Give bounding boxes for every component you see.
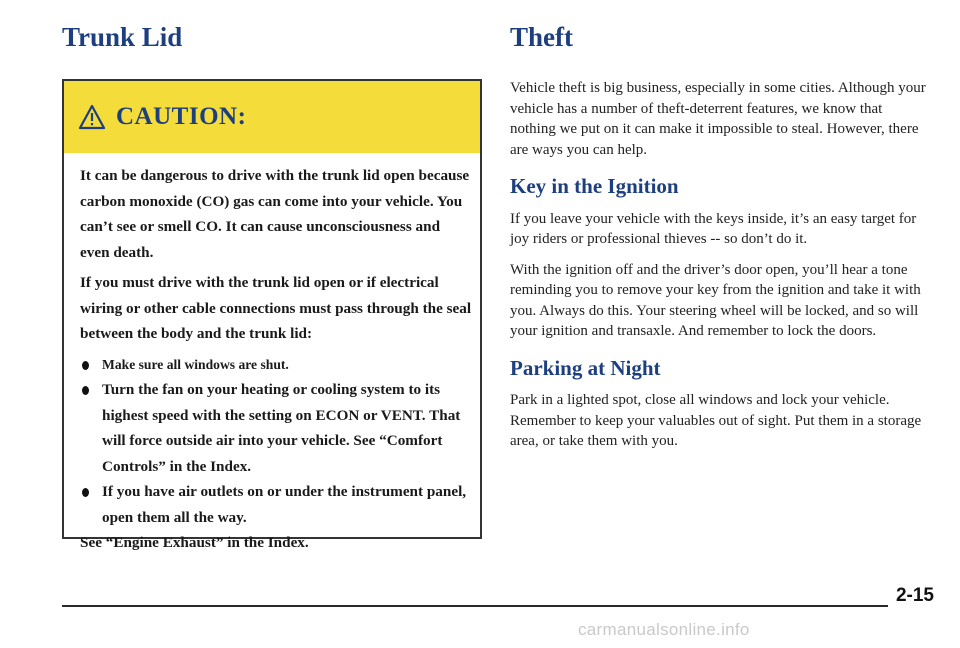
bullet-text: If you have air outlets on or under the instrument panel, open them all the way. bbox=[102, 483, 467, 526]
footer-rule bbox=[62, 605, 925, 607]
caution-box bbox=[62, 79, 482, 551]
trunk-lid-heading: Trunk Lid bbox=[62, 22, 183, 52]
list-item bbox=[80, 377, 472, 479]
caution-banner bbox=[64, 81, 480, 153]
caution-body bbox=[64, 153, 480, 556]
key-in-ignition-paragraph-2: With the ignition off and the driver’s door open, you’ll hear a tone reminding you to remove your key from the ignition and take it with you. Always do this. Your steering wheel will be locked, and so will your ignition and transaxle. And remember to lock the doors. bbox=[510, 261, 921, 339]
key-in-ignition-paragraph-1: If you leave your vehicle with the keys inside, it’s an easy target for joy riders or professional thieves -- so don’t do it. bbox=[510, 210, 917, 247]
caution-paragraph-co: It can be dangerous to drive with the trunk lid open because carbon monoxide (CO) gas can come into your vehicle. You can’t see or smell CO. It can cause unconsciousness and even death. bbox=[80, 167, 470, 261]
bullet-icon bbox=[82, 386, 89, 395]
caution-paragraph-open-lid: If you must drive with the trunk lid open or if electrical wiring or other cable connections must pass through the seal between the body and the trunk lid: bbox=[80, 274, 472, 342]
page-number: 2-15 bbox=[888, 585, 934, 607]
bullet-text: Turn the fan on your heating or cooling system to its highest speed with the setting on ECON or VENT. That will force outside air into your vehicle. See “Comfort Controls” in the Index. bbox=[102, 381, 461, 475]
key-in-ignition-heading: Key in the Ignition bbox=[510, 174, 679, 198]
caution-footer: See “Engine Exhaust” in the Index. bbox=[80, 534, 309, 551]
bullet-icon bbox=[82, 488, 89, 497]
list-item bbox=[80, 352, 472, 378]
bullet-icon bbox=[82, 361, 89, 370]
caution-bullet-list bbox=[80, 352, 472, 531]
theft-intro: Vehicle theft is big business, especially in some cities. Although your vehicle has a number of theft-deterrent features, we know that nothing we put on it can make it impossible to steal. However, there are ways you can help. bbox=[510, 80, 926, 158]
watermark: carmanualsonline.info bbox=[578, 620, 750, 639]
bullet-text: Make sure all windows are shut. bbox=[102, 356, 289, 372]
caution-label: CAUTION: bbox=[116, 103, 247, 130]
parking-at-night-paragraph: Park in a lighted spot, close all windows and lock your vehicle. Remember to keep your valuables out of sight. Put them in a storage area, or take them with you. bbox=[510, 392, 922, 449]
theft-heading: Theft bbox=[510, 22, 573, 52]
parking-at-night-heading: Parking at Night bbox=[510, 355, 661, 380]
warning-triangle-icon bbox=[78, 104, 106, 130]
list-item bbox=[80, 479, 472, 530]
theft-section bbox=[510, 78, 930, 452]
